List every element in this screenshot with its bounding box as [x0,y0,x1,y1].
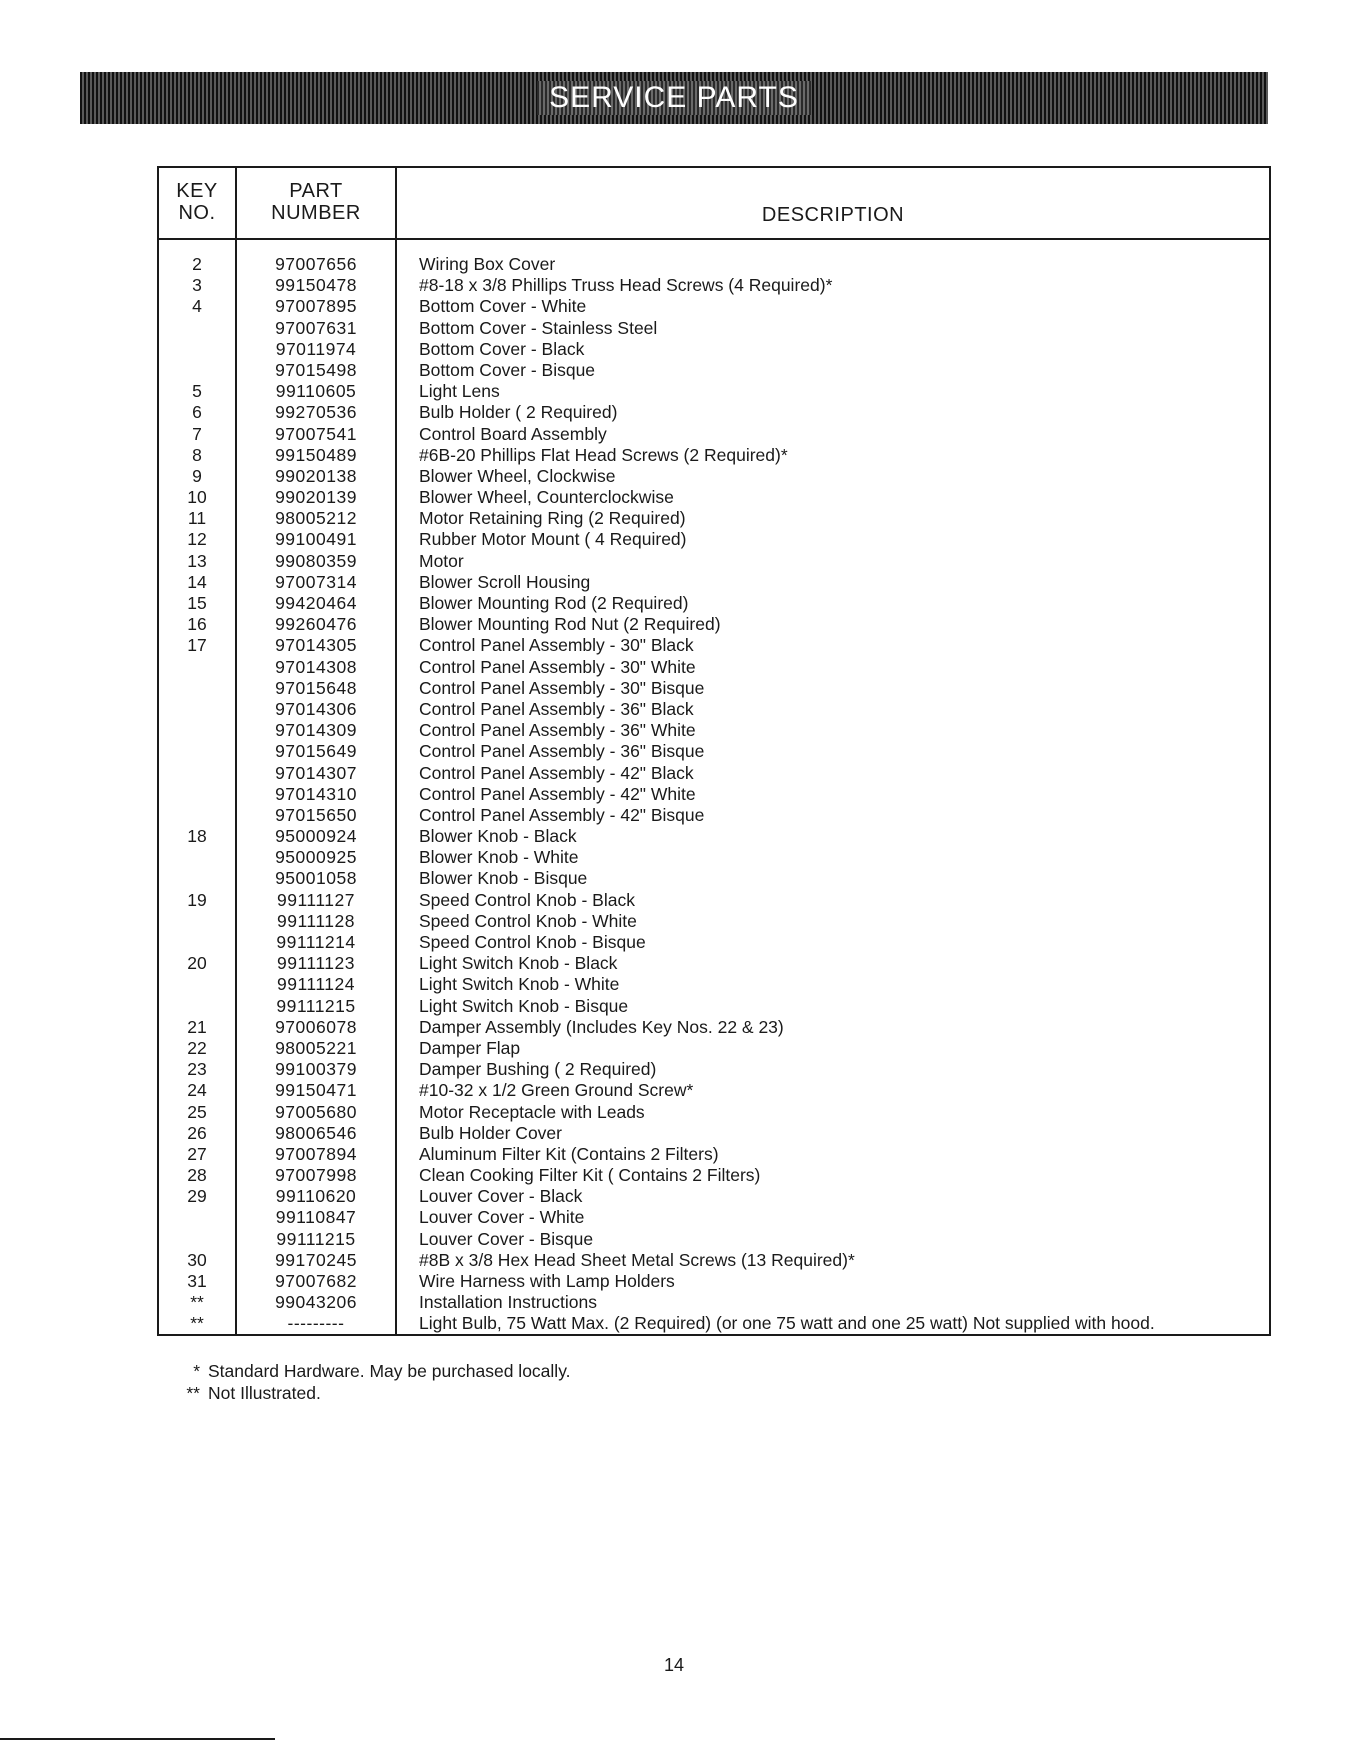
table-row [159,254,1269,275]
part-number-cell: 97007895 [275,296,357,317]
part-number-cell: 97007631 [275,317,357,338]
footnote-text: Standard Hardware. May be purchased locally. [208,1361,571,1381]
part-number-cell: 97014309 [275,720,357,741]
description-cell: Aluminum Filter Kit (Contains 2 Filters) [419,1143,719,1164]
table-row [159,402,1269,423]
description-cell: Bulb Holder ( 2 Required) [419,402,618,423]
key-no-cell: 3 [192,275,202,296]
key-no-cell: 7 [192,423,202,444]
key-no-cell: 30 [187,1249,207,1270]
description-cell: Wiring Box Cover [419,254,556,274]
part-number-cell: 97015649 [275,741,357,762]
table-row [159,529,1269,550]
part-number-cell: 97014310 [275,783,357,804]
part-number-cell: 97005680 [275,1101,357,1122]
table-row [159,296,1269,317]
part-number-cell: 97007682 [275,1271,357,1291]
table-row [159,1080,1269,1101]
part-number-cell: 99111215 [276,1228,356,1249]
section-title: SERVICE PARTS [537,81,811,115]
part-number-cell: 99270536 [275,402,357,423]
key-no-cell: 16 [187,614,207,635]
table-row [159,953,1269,974]
table-row [159,805,1269,826]
table-row [159,339,1269,360]
part-number-cell: 98006546 [275,1122,357,1143]
description-cell: Clean Cooking Filter Kit ( Contains 2 Filters) [419,1165,761,1186]
key-no-cell: 27 [187,1143,207,1164]
key-no-cell: 24 [187,1080,207,1101]
header-part-line2: NUMBER [271,202,361,224]
part-number-cell: 99043206 [275,1292,357,1313]
part-number-cell: 97014305 [275,635,357,656]
description-cell: Speed Control Knob - Bisque [419,932,646,952]
description-cell: #6B-20 Phillips Flat Head Screws (2 Required)* [419,444,788,465]
header-part-line1: PART [289,180,343,202]
part-number-cell: 99111127 [277,889,355,910]
table-row [159,1059,1269,1080]
table-row [159,996,1269,1017]
parts-rows [159,254,1269,1335]
description-cell: Light Bulb, 75 Watt Max. (2 Required) (or one 75 watt and one 25 watt) Not supplied with hood. [419,1313,1155,1334]
description-cell: Control Panel Assembly - 36" Bisque [419,741,705,762]
description-cell: Damper Flap [419,1037,521,1058]
footnote [160,1382,571,1404]
table-row [159,1313,1269,1334]
part-number-cell: 99170245 [275,1249,357,1270]
key-no-cell: 17 [187,635,207,656]
description-cell: Bottom Cover - White [419,296,587,317]
part-number-cell: 97014307 [275,762,357,783]
table-row [159,1229,1269,1250]
footnote-mark: * [193,1361,200,1381]
part-number-cell: 97007314 [275,571,357,592]
key-no-cell: 10 [187,487,207,508]
description-cell: Installation Instructions [419,1292,598,1313]
part-number-cell: 99111128 [277,910,355,931]
part-number-cell: 97007541 [275,423,357,444]
key-no-cell: 15 [187,593,207,613]
part-number-cell: 98005221 [275,1037,357,1058]
page-number: 14 [663,1655,685,1675]
table-row [159,593,1269,614]
part-number-cell: 97015498 [275,359,357,380]
table-row [159,424,1269,445]
description-cell: Bottom Cover - Bisque [419,359,596,380]
description-cell: Control Panel Assembly - 30" Bisque [419,677,705,698]
part-number-cell: 99110847 [275,1207,357,1228]
table-row [159,932,1269,953]
key-no-cell: 22 [187,1037,207,1058]
part-number-cell: 99260476 [275,614,357,635]
key-no-cell: 23 [187,1059,207,1080]
table-row [159,911,1269,932]
key-no-cell: 5 [192,381,202,402]
table-row [159,763,1269,784]
table-row [159,1038,1269,1059]
description-cell: Control Panel Assembly - 30" Black [419,635,694,656]
table-row [159,635,1269,656]
table-row [159,890,1269,911]
description-cell: Rubber Motor Mount ( 4 Required) [419,529,687,550]
table-row [159,657,1269,678]
key-no-cell: 6 [192,402,202,423]
key-no-cell: ** [190,1313,204,1334]
part-number-cell: 98005212 [275,508,357,529]
key-no-cell: 13 [187,550,207,571]
description-cell: Motor Receptacle with Leads [419,1101,645,1122]
key-no-cell: 20 [187,953,207,974]
table-row [159,847,1269,868]
part-number-cell: 97006078 [275,1016,357,1037]
header-description: DESCRIPTION [761,204,905,226]
description-cell: Blower Mounting Rod Nut (2 Required) [419,614,721,635]
table-row [159,508,1269,529]
table-row [159,275,1269,296]
part-number-cell: 97007894 [275,1143,357,1164]
header-key-line2: NO. [178,202,216,224]
section-banner [80,72,1268,124]
description-cell: Motor [419,550,464,571]
key-no-cell: 26 [187,1122,207,1143]
footnotes [160,1360,571,1404]
description-cell: Speed Control Knob - White [419,910,637,931]
table-row [159,1186,1269,1207]
table-row [159,1123,1269,1144]
key-no-cell: 29 [187,1186,207,1207]
table-row [159,360,1269,381]
table-row [159,678,1269,699]
key-no-cell: ** [190,1292,204,1313]
key-no-cell: 12 [187,529,207,550]
table-row [159,445,1269,466]
key-no-cell: 8 [192,444,202,465]
description-cell: Louver Cover - Black [419,1186,583,1207]
table-row [159,614,1269,635]
table-row [159,1207,1269,1228]
table-row [159,868,1269,889]
part-number-cell: 95000924 [275,826,357,847]
key-no-cell: 11 [187,508,207,529]
table-row [159,1144,1269,1165]
description-cell: Motor Retaining Ring (2 Required) [419,508,686,529]
description-cell: Louver Cover - White [419,1207,585,1228]
table-row [159,1250,1269,1271]
key-no-cell: 18 [187,826,207,847]
part-number-cell: 99110620 [275,1186,357,1207]
header-divider [159,238,1269,240]
description-cell: #8-18 x 3/8 Phillips Truss Head Screws (4 Required)* [419,275,833,296]
part-number-cell: 97011974 [275,338,357,359]
part-number-cell: 99150471 [275,1080,357,1101]
description-cell: Control Panel Assembly - 42" Bisque [419,804,705,825]
description-cell: Light Switch Knob - White [419,974,620,995]
part-number-cell: 99150489 [275,444,357,465]
table-row [159,1165,1269,1186]
part-number-cell: 95000925 [275,847,357,868]
footnote-mark: ** [186,1383,200,1403]
description-cell: Blower Wheel, Clockwise [419,465,616,486]
description-cell: Louver Cover - Bisque [419,1228,594,1249]
table-row [159,381,1269,402]
description-cell: Blower Mounting Rod (2 Required) [419,593,689,613]
header-key-line1: KEY [176,180,218,202]
description-cell: Wire Harness with Lamp Holders [419,1271,675,1291]
table-row [159,1102,1269,1123]
description-cell: Bulb Holder Cover [419,1122,562,1143]
description-cell: Bottom Cover - Stainless Steel [419,317,658,338]
part-number-cell: 99111124 [277,974,355,995]
part-number-cell: 97007998 [275,1165,357,1186]
part-number-cell: 99111214 [276,932,356,952]
bottom-rule [0,1738,275,1740]
description-cell: Light Lens [419,381,500,402]
description-cell: Control Panel Assembly - 42" Black [419,762,694,783]
description-cell: Blower Knob - Bisque [419,868,588,889]
footnote [160,1360,571,1382]
part-number-cell: 95001058 [275,868,357,889]
description-cell: Light Switch Knob - Black [419,953,618,974]
key-no-cell: 2 [192,254,202,274]
key-no-cell: 21 [187,1016,207,1037]
description-cell: Control Panel Assembly - 36" Black [419,698,694,719]
part-number-cell: 97014306 [275,698,357,719]
header-key-no [159,180,235,224]
part-number-cell: 99420464 [275,593,357,613]
key-no-cell: 31 [187,1271,207,1291]
key-no-cell: 19 [187,889,207,910]
table-row [159,466,1269,487]
part-number-cell: 99111215 [276,995,356,1016]
part-number-cell: 99100379 [275,1059,357,1080]
table-row [159,318,1269,339]
header-part-number [237,180,395,224]
table-row [159,1292,1269,1313]
description-cell: #8B x 3/8 Hex Head Sheet Metal Screws (13 Required)* [419,1249,855,1270]
part-number-cell: 99111123 [277,953,355,974]
part-number-cell: 99100491 [275,529,357,550]
key-no-cell: 14 [187,571,207,592]
description-cell: Blower Knob - White [419,847,579,868]
description-cell: Blower Knob - Black [419,826,577,847]
part-number-cell: 97014308 [275,656,357,677]
table-row [159,784,1269,805]
description-cell: Control Panel Assembly - 36" White [419,720,696,741]
description-cell: #10-32 x 1/2 Green Ground Screw* [419,1080,694,1101]
part-number-cell: 99110605 [275,381,357,402]
part-number-cell: 99020139 [275,487,357,508]
service-parts-table [157,166,1271,1336]
description-cell: Blower Scroll Housing [419,571,591,592]
description-cell: Speed Control Knob - Black [419,889,635,910]
table-row [159,699,1269,720]
description-cell: Control Panel Assembly - 42" White [419,783,696,804]
part-number-cell: 97015648 [275,677,357,698]
description-cell: Damper Assembly (Includes Key Nos. 22 & 23) [419,1016,784,1037]
description-cell: Damper Bushing ( 2 Required) [419,1059,657,1080]
part-number-cell: 97007656 [275,254,357,274]
footnote-text: Not Illustrated. [208,1383,321,1403]
part-number-cell: 99150478 [275,275,357,296]
table-row [159,1271,1269,1292]
key-no-cell: 4 [192,296,202,317]
part-number-cell: 97015650 [275,804,357,825]
table-row [159,551,1269,572]
description-cell: Control Panel Assembly - 30" White [419,656,696,677]
part-number-cell: 99080359 [275,550,357,571]
table-row [159,487,1269,508]
table-row [159,826,1269,847]
description-cell: Blower Wheel, Counterclockwise [419,487,674,508]
table-row [159,720,1269,741]
description-cell: Light Switch Knob - Bisque [419,995,629,1016]
key-no-cell: 9 [192,465,202,486]
key-no-cell: 25 [187,1101,207,1122]
description-cell: Bottom Cover - Black [419,338,585,359]
table-row [159,1017,1269,1038]
table-row [159,741,1269,762]
description-cell: Control Board Assembly [419,423,607,444]
part-number-cell: --------- [287,1313,345,1334]
table-row [159,572,1269,593]
table-row [159,974,1269,995]
part-number-cell: 99020138 [275,465,357,486]
key-no-cell: 28 [187,1165,207,1186]
